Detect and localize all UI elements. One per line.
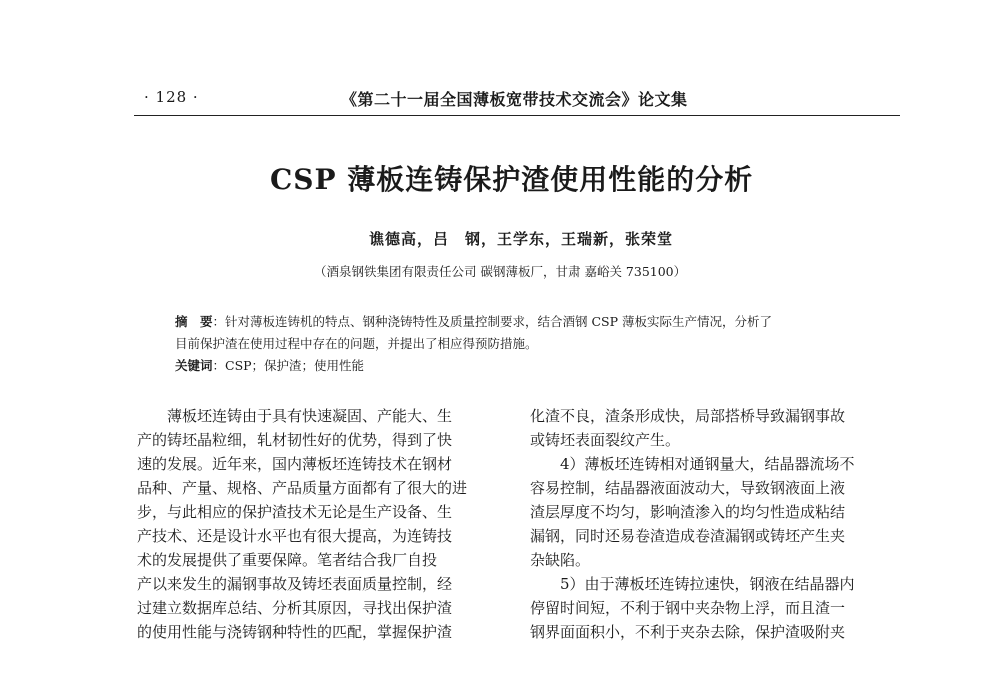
body-line: 速的发展。近年来，国内薄板坯连铸技术在钢材 xyxy=(137,455,453,473)
body-line: 化渣不良，渣条形成快，局部搭桥导致漏钢事故 xyxy=(530,407,846,425)
abstract-line-1 xyxy=(175,311,875,333)
body-line: 步，与此相应的保护渣技术无论是生产设备、生 xyxy=(137,503,453,521)
body-line: 停留时间短，不利于钢中夹杂物上浮，而且渣一 xyxy=(530,599,846,617)
body-line: 5）由于薄板坯连铸拉速快，钢液在结晶器内 xyxy=(560,575,855,593)
keywords-label: 关键词 xyxy=(175,358,213,373)
body-line: 容易控制，结晶器液面波动大，导致钢液面上液 xyxy=(530,479,846,497)
body-line: 杂缺陷。 xyxy=(530,551,591,569)
body-line: 术的发展提供了重要保障。笔者结合我厂自投 xyxy=(137,551,438,569)
keywords-text: ：CSP；保护渣；使用性能 xyxy=(212,358,365,373)
body-column-right xyxy=(530,404,902,644)
keywords-line xyxy=(175,355,875,377)
body-line: 过建立数据库总结、分析其原因，寻找出保护渣 xyxy=(137,599,453,617)
body-line: 4）薄板坯连铸相对通钢量大，结晶器流场不 xyxy=(560,455,855,473)
body-line: 产的铸坯晶粒细，轧材韧性好的优势，得到了快 xyxy=(137,431,453,449)
authors: 谯德高，吕 钢，王学东，王瑞新，张荣堂 xyxy=(369,230,674,248)
abstract-label: 摘 要 xyxy=(175,314,213,329)
body-line: 渣层厚度不均匀，影响渣渗入的均匀性造成粘结 xyxy=(530,503,846,521)
body-line: 漏钢，同时还易卷渣造成卷渣漏钢或铸坯产生夹 xyxy=(530,527,846,545)
body-line: 的使用性能与浇铸钢种特性的匹配，掌握保护渣 xyxy=(137,623,453,641)
affiliation: （酒泉钢铁集团有限责任公司 碳钢薄板厂，甘肃 嘉峪关 735100） xyxy=(314,264,687,279)
body-line: 钢界面面积小，不利于夹杂去除，保护渣吸附夹 xyxy=(530,623,846,641)
body-line: 产技术、还是设计水平也有很大提高，为连铸技 xyxy=(137,527,453,545)
body-line: 或铸坯表面裂纹产生。 xyxy=(530,431,681,449)
running-header xyxy=(134,86,900,112)
header-rule xyxy=(134,115,900,116)
body-column-left xyxy=(137,404,509,644)
abstract-text-1: ：针对薄板连铸机的特点、钢种浇铸特性及质量控制要求，结合酒钢 CSP 薄板实际生产情况，分析了 xyxy=(212,314,773,329)
abstract-line-2: 目前保护渣在使用过程中存在的问题，并提出了相应得预防措施。 xyxy=(175,336,538,351)
journal-title: 《第二十一届全国薄板宽带技术交流会》论文集 xyxy=(341,90,688,109)
abstract xyxy=(175,311,875,377)
body-line: 品种、产量、规格、产品质量方面都有了很大的进 xyxy=(137,479,468,497)
page-number: · 128 · xyxy=(144,88,199,106)
body-line: 产以来发生的漏钢事故及铸坯表面质量控制，经 xyxy=(137,575,453,593)
body-line: 薄板坯连铸由于具有快速凝固、产能大、生 xyxy=(167,407,453,425)
paper-title: CSP 薄板连铸保护渣使用性能的分析 xyxy=(270,163,754,196)
